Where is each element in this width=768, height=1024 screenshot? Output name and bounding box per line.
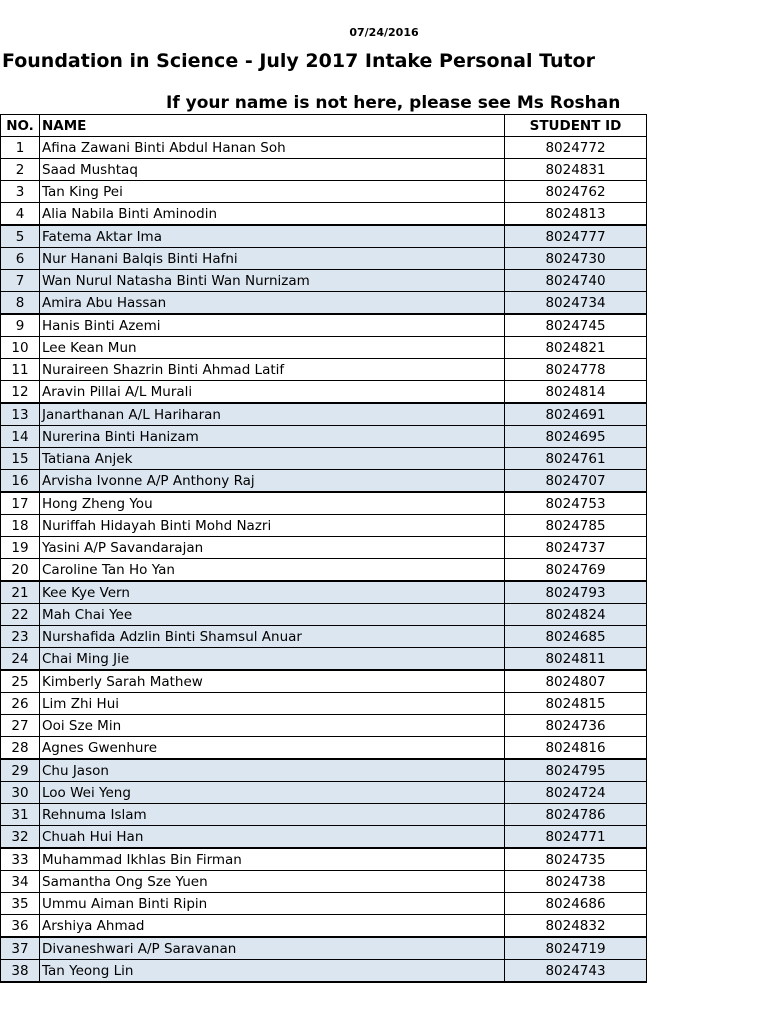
row-number-cell: 18: [1, 515, 40, 537]
table-row: [1, 670, 647, 693]
row-number-cell: 17: [1, 492, 40, 515]
row-number-cell: 8: [1, 292, 40, 315]
student-name-cell: Tatiana Anjek: [40, 448, 505, 470]
row-number-cell: 31: [1, 804, 40, 826]
row-number-cell: 11: [1, 359, 40, 381]
table-row: [1, 893, 647, 915]
student-id-cell: 8024831: [505, 159, 647, 181]
table-row: [1, 626, 647, 648]
student-id-cell: 8024685: [505, 626, 647, 648]
table-row: [1, 203, 647, 226]
student-name-cell: Janarthanan A/L Hariharan: [40, 403, 505, 426]
student-name-cell: Lee Kean Mun: [40, 337, 505, 359]
table-row: [1, 937, 647, 960]
row-number-cell: 2: [1, 159, 40, 181]
table-row: [1, 403, 647, 426]
table-row: [1, 448, 647, 470]
student-id-cell: 8024772: [505, 137, 647, 159]
table-row: [1, 871, 647, 893]
table-row: [1, 915, 647, 938]
student-id-cell: 8024719: [505, 937, 647, 960]
notice-text: If your name is not here, please see Ms Roshan: [166, 93, 621, 113]
row-number-cell: 24: [1, 648, 40, 671]
student-name-cell: Ummu Aiman Binti Ripin: [40, 893, 505, 915]
table-row: [1, 337, 647, 359]
table-row: [1, 515, 647, 537]
student-name-cell: Alia Nabila Binti Aminodin: [40, 203, 505, 226]
student-id-cell: 8024824: [505, 604, 647, 626]
table-row: [1, 826, 647, 849]
student-name-cell: Kimberly Sarah Mathew: [40, 670, 505, 693]
student-id-cell: 8024734: [505, 292, 647, 315]
student-table: [0, 114, 647, 983]
student-id-cell: 8024735: [505, 848, 647, 871]
student-name-cell: Fatema Aktar Ima: [40, 225, 505, 248]
student-id-cell: 8024778: [505, 359, 647, 381]
table-row: [1, 581, 647, 604]
table-row: [1, 759, 647, 782]
student-id-cell: 8024743: [505, 960, 647, 983]
student-id-cell: 8024686: [505, 893, 647, 915]
student-name-cell: Loo Wei Yeng: [40, 782, 505, 804]
student-name-cell: Arshiya Ahmad: [40, 915, 505, 938]
student-id-cell: 8024832: [505, 915, 647, 938]
student-id-cell: 8024777: [505, 225, 647, 248]
table-row: [1, 804, 647, 826]
row-number-cell: 38: [1, 960, 40, 983]
student-id-cell: 8024753: [505, 492, 647, 515]
student-id-cell: 8024771: [505, 826, 647, 849]
student-id-cell: 8024786: [505, 804, 647, 826]
student-id-cell: 8024730: [505, 248, 647, 270]
row-number-cell: 9: [1, 314, 40, 337]
student-name-cell: Tan King Pei: [40, 181, 505, 203]
column-header-student-id: STUDENT ID: [505, 115, 647, 137]
student-name-cell: Divaneshwari A/P Saravanan: [40, 937, 505, 960]
table-row: [1, 782, 647, 804]
student-name-cell: Nuriffah Hidayah Binti Mohd Nazri: [40, 515, 505, 537]
row-number-cell: 29: [1, 759, 40, 782]
student-id-cell: 8024815: [505, 693, 647, 715]
row-number-cell: 4: [1, 203, 40, 226]
row-number-cell: 7: [1, 270, 40, 292]
student-id-cell: 8024807: [505, 670, 647, 693]
student-id-cell: 8024761: [505, 448, 647, 470]
student-id-cell: 8024745: [505, 314, 647, 337]
table-row: [1, 292, 647, 315]
document-title: Foundation in Science - July 2017 Intake Personal Tutor: [2, 50, 595, 72]
student-name-cell: Yasini A/P Savandarajan: [40, 537, 505, 559]
table-row: [1, 537, 647, 559]
student-name-cell: Chu Jason: [40, 759, 505, 782]
student-id-cell: 8024707: [505, 470, 647, 493]
row-number-cell: 25: [1, 670, 40, 693]
student-name-cell: Nurshafida Adzlin Binti Shamsul Anuar: [40, 626, 505, 648]
table-row: [1, 715, 647, 737]
table-row: [1, 693, 647, 715]
student-id-cell: 8024811: [505, 648, 647, 671]
row-number-cell: 32: [1, 826, 40, 849]
table-row: [1, 426, 647, 448]
student-id-cell: 8024816: [505, 737, 647, 760]
student-name-cell: Amira Abu Hassan: [40, 292, 505, 315]
student-name-cell: Rehnuma Islam: [40, 804, 505, 826]
student-id-cell: 8024691: [505, 403, 647, 426]
student-name-cell: Muhammad Ikhlas Bin Firman: [40, 848, 505, 871]
student-id-cell: 8024737: [505, 537, 647, 559]
student-name-cell: Agnes Gwenhure: [40, 737, 505, 760]
row-number-cell: 12: [1, 381, 40, 404]
student-id-cell: 8024738: [505, 871, 647, 893]
table-row: [1, 960, 647, 983]
student-name-cell: Chai Ming Jie: [40, 648, 505, 671]
row-number-cell: 35: [1, 893, 40, 915]
table-row: [1, 848, 647, 871]
row-number-cell: 20: [1, 559, 40, 582]
row-number-cell: 33: [1, 848, 40, 871]
student-name-cell: Chuah Hui Han: [40, 826, 505, 849]
row-number-cell: 5: [1, 225, 40, 248]
student-id-cell: 8024762: [505, 181, 647, 203]
student-name-cell: Kee Kye Vern: [40, 581, 505, 604]
student-name-cell: Nurerina Binti Hanizam: [40, 426, 505, 448]
table-row: [1, 181, 647, 203]
table-row: [1, 604, 647, 626]
row-number-cell: 34: [1, 871, 40, 893]
table-row: [1, 470, 647, 493]
row-number-cell: 37: [1, 937, 40, 960]
table-row: [1, 559, 647, 582]
row-number-cell: 26: [1, 693, 40, 715]
student-name-cell: Mah Chai Yee: [40, 604, 505, 626]
row-number-cell: 6: [1, 248, 40, 270]
student-name-cell: Caroline Tan Ho Yan: [40, 559, 505, 582]
row-number-cell: 14: [1, 426, 40, 448]
student-name-cell: Samantha Ong Sze Yuen: [40, 871, 505, 893]
student-id-cell: 8024821: [505, 337, 647, 359]
row-number-cell: 19: [1, 537, 40, 559]
row-number-cell: 27: [1, 715, 40, 737]
student-id-cell: 8024740: [505, 270, 647, 292]
table-row: [1, 225, 647, 248]
row-number-cell: 36: [1, 915, 40, 938]
student-name-cell: Nur Hanani Balqis Binti Hafni: [40, 248, 505, 270]
row-number-cell: 23: [1, 626, 40, 648]
student-name-cell: Saad Mushtaq: [40, 159, 505, 181]
student-name-cell: Aravin Pillai A/L Murali: [40, 381, 505, 404]
column-header-name: NAME: [40, 115, 505, 137]
student-name-cell: Wan Nurul Natasha Binti Wan Nurnizam: [40, 270, 505, 292]
student-name-cell: Afina Zawani Binti Abdul Hanan Soh: [40, 137, 505, 159]
document-date: 07/24/2016: [349, 26, 419, 39]
student-name-cell: Nuraireen Shazrin Binti Ahmad Latif: [40, 359, 505, 381]
row-number-cell: 13: [1, 403, 40, 426]
table-row: [1, 270, 647, 292]
student-name-cell: Tan Yeong Lin: [40, 960, 505, 983]
table-row: [1, 648, 647, 671]
row-number-cell: 21: [1, 581, 40, 604]
table-row: [1, 359, 647, 381]
table-row: [1, 137, 647, 159]
student-id-cell: 8024736: [505, 715, 647, 737]
student-id-cell: 8024793: [505, 581, 647, 604]
row-number-cell: 1: [1, 137, 40, 159]
student-name-cell: Arvisha Ivonne A/P Anthony Raj: [40, 470, 505, 493]
student-id-cell: 8024814: [505, 381, 647, 404]
row-number-cell: 10: [1, 337, 40, 359]
table-row: [1, 314, 647, 337]
row-number-cell: 3: [1, 181, 40, 203]
row-number-cell: 30: [1, 782, 40, 804]
student-id-cell: 8024724: [505, 782, 647, 804]
row-number-cell: 16: [1, 470, 40, 493]
row-number-cell: 22: [1, 604, 40, 626]
table-header-row: [1, 115, 647, 137]
table-row: [1, 159, 647, 181]
student-id-cell: 8024785: [505, 515, 647, 537]
table-row: [1, 381, 647, 404]
table-row: [1, 248, 647, 270]
row-number-cell: 28: [1, 737, 40, 760]
student-id-cell: 8024695: [505, 426, 647, 448]
student-name-cell: Hanis Binti Azemi: [40, 314, 505, 337]
student-id-cell: 8024795: [505, 759, 647, 782]
row-number-cell: 15: [1, 448, 40, 470]
column-header-no: NO.: [1, 115, 40, 137]
table-row: [1, 492, 647, 515]
student-name-cell: Hong Zheng You: [40, 492, 505, 515]
student-id-cell: 8024769: [505, 559, 647, 582]
student-name-cell: Lim Zhi Hui: [40, 693, 505, 715]
student-name-cell: Ooi Sze Min: [40, 715, 505, 737]
table-row: [1, 737, 647, 760]
student-id-cell: 8024813: [505, 203, 647, 226]
